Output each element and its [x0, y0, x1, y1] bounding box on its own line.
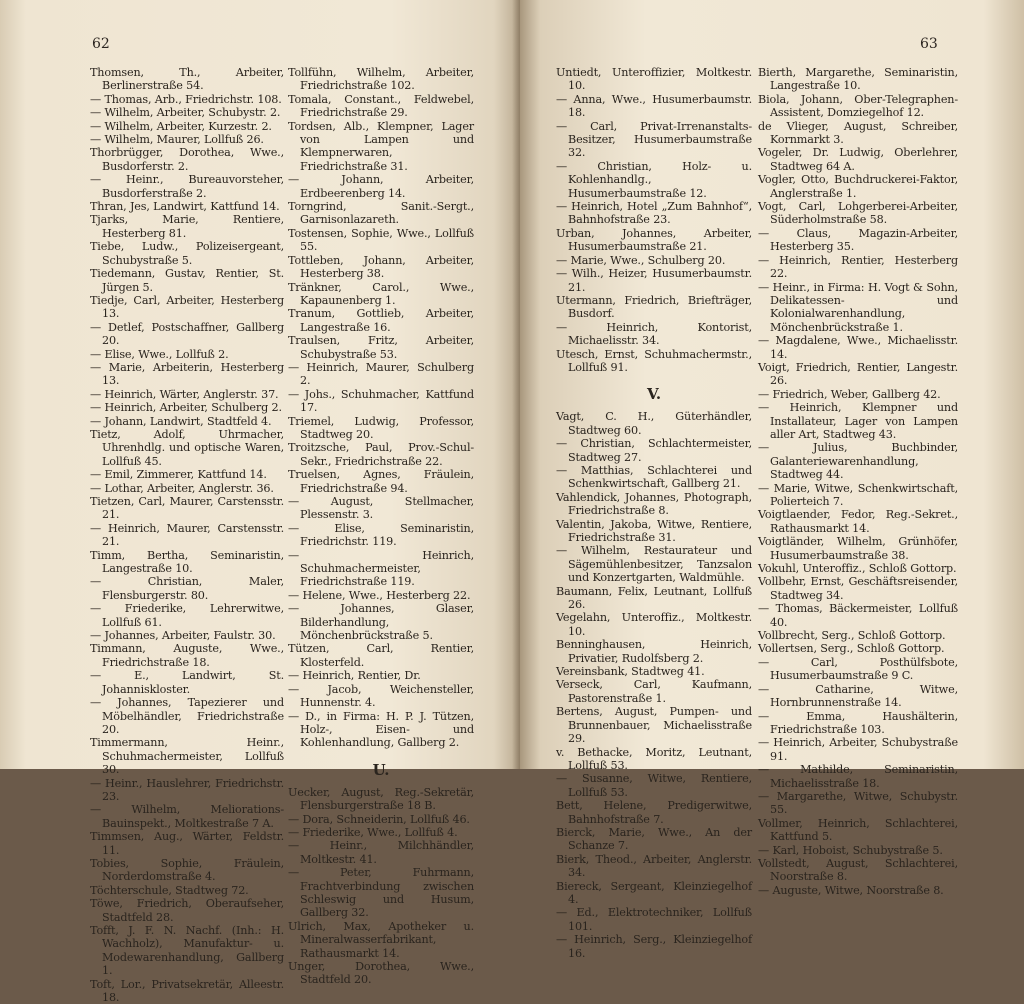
directory-entry: — Karl, Hoboist, Schubystraße 5.	[758, 843, 943, 857]
directory-entry: Utermann, Friedrich, Briefträger, Busdorf.	[556, 293, 752, 321]
directory-entry: — Wilhelm, Restaurateur und Sägemühlenbesitzer, Tanzsalon und Konzertgarten, Waldmühle.	[556, 544, 752, 585]
directory-entry: Voigtländer, Wilhelm, Grünhöfer, Husumerbaumstraße 38.	[758, 535, 958, 562]
directory-entry: Tollfühn, Wilhelm, Arbeiter, Friedrichstraße 102.	[288, 66, 474, 93]
directory-entry: — Johann, Arbeiter, Erdbeerenberg 14.	[288, 173, 474, 200]
directory-entry: — Auguste, Witwe, Noorstraße 8.	[758, 883, 944, 897]
section-heading: V.	[647, 385, 661, 404]
directory-entry: Baumann, Felix, Leutnant, Lollfuß 26.	[556, 584, 752, 612]
directory-entry: Biola, Johann, Ober-Telegraphen-Assistent, Domziegelhof 12.	[758, 92, 958, 120]
directory-entry: Vollmer, Heinrich, Schlachterei, Kattfund 5.	[758, 816, 958, 844]
directory-entry: Tietzen, Carl, Maurer, Carstensstr. 21.	[90, 495, 284, 522]
directory-entry: Tiebe, Ludw., Polizeisergeant, Schubystraße 5.	[90, 240, 284, 267]
directory-entry: — Heinr., Milchhändler, Moltkestr. 41.	[288, 839, 474, 866]
directory-entry: Thorbrügger, Dorothea, Wwe., Busdorferstr. 2.	[90, 146, 284, 173]
directory-entry: Vollbehr, Ernst, Geschäftsreisender, Stadtweg 34.	[758, 575, 958, 602]
directory-entry: — Christian, Schlachtermeister, Stadtweg 27.	[556, 437, 752, 464]
section-heading: U.	[372, 760, 390, 779]
directory-entry: Valentin, Jakoba, Witwe, Rentiere, Friedrichstraße 31.	[556, 517, 752, 544]
directory-entry: v. Bethacke, Moritz, Leutnant, Lollfuß 53.	[556, 745, 752, 772]
directory-entry: Vokuhl, Unteroffiz., Schloß Gottorp.	[758, 562, 957, 576]
directory-entry: — Julius, Buchbinder, Galanteriewarenhandlung, Stadtweg 44.	[758, 441, 958, 482]
directory-entry: Timmann, Auguste, Wwe., Friedrichstraße 18.	[90, 642, 284, 669]
directory-entry: Tränkner, Carol., Wwe., Kapaunenberg 1.	[288, 280, 474, 307]
directory-entry: — Marie, Witwe, Schenkwirtschaft, Polierteich 7.	[758, 481, 958, 508]
directory-entry: Urban, Johannes, Arbeiter, Husumerbaumstraße 21.	[556, 226, 752, 254]
directory-entry: — Margarethe, Witwe, Schubystr. 55.	[758, 789, 958, 817]
directory-entry: — Heinr., Bureauvorsteher, Busdorferstraße 2.	[90, 173, 284, 200]
directory-entry: — Anna, Wwe., Husumerbaumstr. 18.	[556, 92, 752, 120]
directory-entry: Voigt, Friedrich, Rentier, Langestr. 26.	[758, 360, 958, 388]
directory-entry: Tostensen, Sophie, Wwe., Lollfuß 55.	[288, 226, 474, 254]
directory-entry: Verseck, Carl, Kaufmann, Pastorenstraße 1.	[556, 678, 752, 705]
directory-entry: Voigtlaender, Fedor, Reg.-Sekret., Rathausmarkt 14.	[758, 508, 958, 535]
directory-entry: — Wilh., Heizer, Husumerbaumstr. 21.	[556, 267, 752, 294]
directory-entry: — Susanne, Witwe, Rentiere, Lollfuß 53.	[556, 772, 752, 799]
directory-entry: — Ed., Elektrotechniker, Lollfuß 101.	[556, 906, 752, 933]
directory-entry: — Lothar, Arbeiter, Anglerstr. 36.	[90, 481, 274, 495]
page-number-left: 62	[92, 36, 110, 52]
directory-entry: Bierth, Margarethe, Seminaristin, Langestraße 10.	[758, 66, 958, 93]
directory-entry: — Dora, Schneiderin, Lollfuß 46.	[288, 812, 470, 826]
directory-entry: — Wilhelm, Arbeiter, Schubystr. 2.	[90, 106, 281, 120]
left-page-column-2	[288, 66, 474, 987]
directory-entry: — Matthias, Schlachterei und Schenkwirtschaft, Gallberg 21.	[556, 463, 752, 491]
directory-entry: Vegelahn, Unteroffiz., Moltkestr. 10.	[556, 611, 752, 638]
directory-entry: Bierk, Theod., Arbeiter, Anglerstr. 34.	[556, 852, 752, 880]
directory-entry: Utesch, Ernst, Schuhmachermstr., Lollfuß 91.	[556, 347, 752, 374]
directory-entry: Vogt, Carl, Lohgerberei-Arbeiter, Süderholmstraße 58.	[758, 200, 958, 227]
directory-entry: Timm, Bertha, Seminaristin, Langestraße 10.	[90, 548, 284, 576]
directory-entry: Thomsen, Th., Arbeiter, Berlinerstraße 54.	[90, 66, 284, 93]
directory-entry: — Marie, Arbeiterin, Hesterberg 13.	[90, 360, 284, 388]
directory-entry: Untiedt, Unteroffizier, Moltkestr. 10.	[556, 66, 752, 93]
directory-entry: — Johs., Schuhmacher, Kattfund 17.	[288, 387, 474, 415]
directory-entry: — Heinrich, Kontorist, Michaelisstr. 34.	[556, 320, 752, 348]
directory-entry: — Heinrich, Klempner und Installateur, Lager von Lampen aller Art, Stadtweg 43.	[758, 401, 958, 441]
directory-entry: — Helene, Wwe., Hesterberg 22.	[288, 588, 471, 602]
directory-entry: Troitzsche, Paul, Prov.-Schul-Sekr., Friedrichstraße 22.	[288, 441, 474, 468]
directory-entry: Tottleben, Johann, Arbeiter, Hesterberg 38.	[288, 253, 474, 281]
directory-entry: Tomala, Constant., Feldwebel, Friedrichstraße 29.	[288, 92, 474, 120]
directory-entry: — Heinrich, Rentier, Dr.	[288, 669, 421, 683]
directory-entry: Uecker, August, Reg.-Sekretär, Flensburgerstraße 18 B.	[288, 785, 474, 813]
directory-entry: — Heinrich, Arbeiter, Schubystraße 91.	[758, 736, 958, 763]
directory-entry: Tiedemann, Gustav, Rentier, St. Jürgen 5.	[90, 267, 284, 294]
directory-entry: Töchterschule, Stadtweg 72.	[90, 883, 249, 897]
directory-entry: Vollertsen, Serg., Schloß Gottorp.	[758, 642, 945, 656]
directory-entry: Bett, Helene, Predigerwitwe, Bahnhofstraße 7.	[556, 799, 752, 826]
right-page-column-2	[758, 66, 958, 897]
directory-entry: — Johannes, Arbeiter, Faulstr. 30.	[90, 629, 276, 643]
directory-entry: Vahlendick, Johannes, Photograph, Friedrichstraße 8.	[556, 490, 752, 518]
directory-entry: Ulrich, Max, Apotheker u. Mineralwasserfabrikant, Rathausmarkt 14.	[288, 919, 474, 960]
directory-entry: Unger, Dorothea, Wwe., Stadtfeld 20.	[288, 960, 474, 987]
directory-entry: — Heinrich, Hotel „Zum Bahnhof“, Bahnhofstraße 23.	[556, 200, 752, 227]
directory-entry: Bierck, Marie, Wwe., An der Schanze 7.	[556, 825, 752, 853]
directory-entry: Tietz, Adolf, Uhrmacher, Uhrenhdlg. und optische Waren, Lollfuß 45.	[90, 427, 284, 468]
directory-entry: — Mathilde, Seminaristin, Michaelisstraße 18.	[758, 763, 958, 790]
directory-entry: — E., Landwirt, St. Johanniskloster.	[90, 669, 284, 696]
directory-entry: — Heinrich, Wärter, Anglerstr. 37.	[90, 387, 279, 401]
directory-entry: — Friederike, Lehrerwitwe, Lollfuß 61.	[90, 602, 284, 629]
directory-entry: Torngrind, Sanit.-Sergt., Garnisonlazareth.	[288, 200, 474, 227]
directory-entry: Vollbrecht, Serg., Schloß Gottorp.	[758, 629, 946, 643]
directory-entry: — Emil, Zimmerer, Kattfund 14.	[90, 468, 267, 482]
directory-entry: — Heinrich, Serg., Kleinziegelhof 16.	[556, 933, 752, 960]
directory-entry: Tofft, J. F. N. Nachf. (Inh.: H. Wachholz), Manufaktur- u. Modewarenhandlung, Gallberg 1.	[90, 924, 284, 978]
directory-entry: — Thomas, Bäckermeister, Lollfuß 40.	[758, 602, 958, 629]
directory-entry: — Marie, Wwe., Schulberg 20.	[556, 253, 726, 267]
directory-entry: — Friederike, Wwe., Lollfuß 4.	[288, 825, 458, 839]
directory-entry: — Detlef, Postschaffner, Gallberg 20.	[90, 320, 284, 348]
directory-entry: — Friedrich, Weber, Gallberg 42.	[758, 387, 941, 401]
directory-entry: — Elise, Seminaristin, Friedrichstr. 119.	[288, 521, 474, 549]
directory-entry: Tützen, Carl, Rentier, Klosterfeld.	[288, 642, 474, 669]
directory-entry: — Peter, Fuhrmann, Frachtverbindung zwischen Schleswig und Husum, Gallberg 32.	[288, 866, 474, 920]
page-number-right: 63	[920, 36, 938, 52]
directory-entry: Tordsen, Alb., Klempner, Lager von Lampen und Klempnerwaren, Friedrichstraße 31.	[288, 119, 474, 173]
directory-entry: — Claus, Magazin-Arbeiter, Hesterberg 35.	[758, 226, 958, 254]
directory-entry: Vogler, Otto, Buchdruckerei-Faktor, Anglerstraße 1.	[758, 173, 958, 200]
directory-entry: Bertens, August, Pumpen- und Brunnenbauer, Michaelisstraße 29.	[556, 705, 752, 746]
directory-entry: — Heinrich, Maurer, Schulberg 2.	[288, 360, 474, 388]
directory-entry: Benninghausen, Heinrich, Privatier, Rudolfsberg 2.	[556, 638, 752, 665]
directory-entry: Töwe, Friedrich, Oberaufseher, Stadtfeld 28.	[90, 897, 284, 924]
directory-entry: — Heinrich, Maurer, Carstensstr. 21.	[90, 521, 284, 549]
directory-entry: Timmermann, Heinr., Schuhmachermeister, Lollfuß 30.	[90, 736, 284, 777]
directory-entry: Traulsen, Fritz, Arbeiter, Schubystraße 53.	[288, 334, 474, 361]
directory-entry: Vereinsbank, Stadtweg 41.	[556, 665, 705, 679]
directory-entry: — Christian, Maler, Flensburgerstr. 80.	[90, 575, 284, 602]
directory-entry: Tiedje, Carl, Arbeiter, Hesterberg 13.	[90, 293, 284, 321]
directory-entry: — Johannes, Glaser, Bilderhandlung, Mönchenbrückstraße 5.	[288, 602, 474, 643]
directory-entry: — August, Stellmacher, Plessenstr. 3.	[288, 495, 474, 522]
directory-entry: Tjarks, Marie, Rentiere, Hesterberg 81.	[90, 213, 284, 240]
left-page-column-1	[90, 66, 284, 1004]
directory-entry: Timmsen, Aug., Wärter, Feldstr. 11.	[90, 830, 284, 857]
directory-entry: Biereck, Sergeant, Kleinziegelhof 4.	[556, 879, 752, 906]
directory-entry: — Johannes, Tapezierer und Möbelhändler, Friedrichstraße 20.	[90, 696, 284, 736]
directory-entry: — Elise, Wwe., Lollfuß 2.	[90, 347, 229, 361]
directory-entry: — Christian, Holz- u. Kohlenhandlg., Husumerbaumstraße 12.	[556, 159, 752, 200]
directory-entry: — Emma, Haushälterin, Friedrichstraße 103.	[758, 709, 958, 736]
directory-entry: Tobies, Sophie, Fräulein, Norderdomstraße 4.	[90, 856, 284, 884]
directory-entry: — Heinrich, Schuhmachermeister, Friedrichstraße 119.	[288, 548, 474, 589]
directory-entry: — Johann, Landwirt, Stadtfeld 4.	[90, 414, 272, 428]
directory-entry: — Wilhelm, Arbeiter, Kurzestr. 2.	[90, 119, 272, 133]
directory-entry: — Magdalene, Wwe., Michaelisstr. 14.	[758, 334, 958, 361]
directory-entry: — Jacob, Weichensteller, Hunnenstr. 4.	[288, 682, 474, 710]
directory-entry: — Carl, Posthülfsbote, Husumerbaumstraße 9 C.	[758, 655, 958, 683]
directory-entry: — D., in Firma: H. P. J. Tützen, Holz-, Eisen- und Kohlenhandlung, Gallberg 2.	[288, 709, 474, 750]
directory-entry: — Wilhelm, Meliorations-Bauinspekt., Moltkestraße 7 A.	[90, 803, 284, 830]
directory-entry: Vogeler, Dr. Ludwig, Oberlehrer, Stadtweg 64 A.	[758, 146, 958, 173]
directory-entry: — Thomas, Arb., Friedrichstr. 108.	[90, 92, 282, 106]
directory-entry: — Heinrich, Rentier, Hesterberg 22.	[758, 253, 958, 281]
directory-entry: Thran, Jes, Landwirt, Kattfund 14.	[90, 200, 280, 214]
directory-entry: Vollstedt, August, Schlachterei, Noorstraße 8.	[758, 856, 958, 884]
directory-entry: Toft, Lor., Privatsekretär, Alleestr. 18.	[90, 977, 284, 1004]
directory-entry: Triemel, Ludwig, Professor, Stadtweg 20.	[288, 414, 474, 441]
right-page	[520, 0, 1024, 960]
directory-entry: Truelsen, Agnes, Fräulein, Friedrichstraße 94.	[288, 468, 474, 495]
directory-entry: — Heinr., in Firma: H. Vogt & Sohn, Delikatessen- und Kolonialwarenhandlung, Mönchenbrückstraße 1.	[758, 280, 958, 334]
directory-entry: — Catharine, Witwe, Hornbrunnenstraße 14.	[758, 682, 958, 710]
directory-entry: — Wilhelm, Maurer, Lollfuß 26.	[90, 133, 264, 147]
directory-entry: de Vlieger, August, Schreiber, Kornmarkt 3.	[758, 119, 958, 147]
directory-entry: — Heinrich, Arbeiter, Schulberg 2.	[90, 401, 282, 415]
directory-entry: — Heinr., Hauslehrer, Friedrichstr. 23.	[90, 776, 284, 803]
directory-entry: Tranum, Gottlieb, Arbeiter, Langestraße 16.	[288, 307, 474, 334]
directory-entry: — Carl, Privat-Irrenanstalts-Besitzer, Husumerbaumstraße 32.	[556, 119, 752, 160]
directory-entry: Vagt, C. H., Güterhändler, Stadtweg 60.	[556, 410, 752, 437]
right-page-column-1	[556, 66, 752, 960]
